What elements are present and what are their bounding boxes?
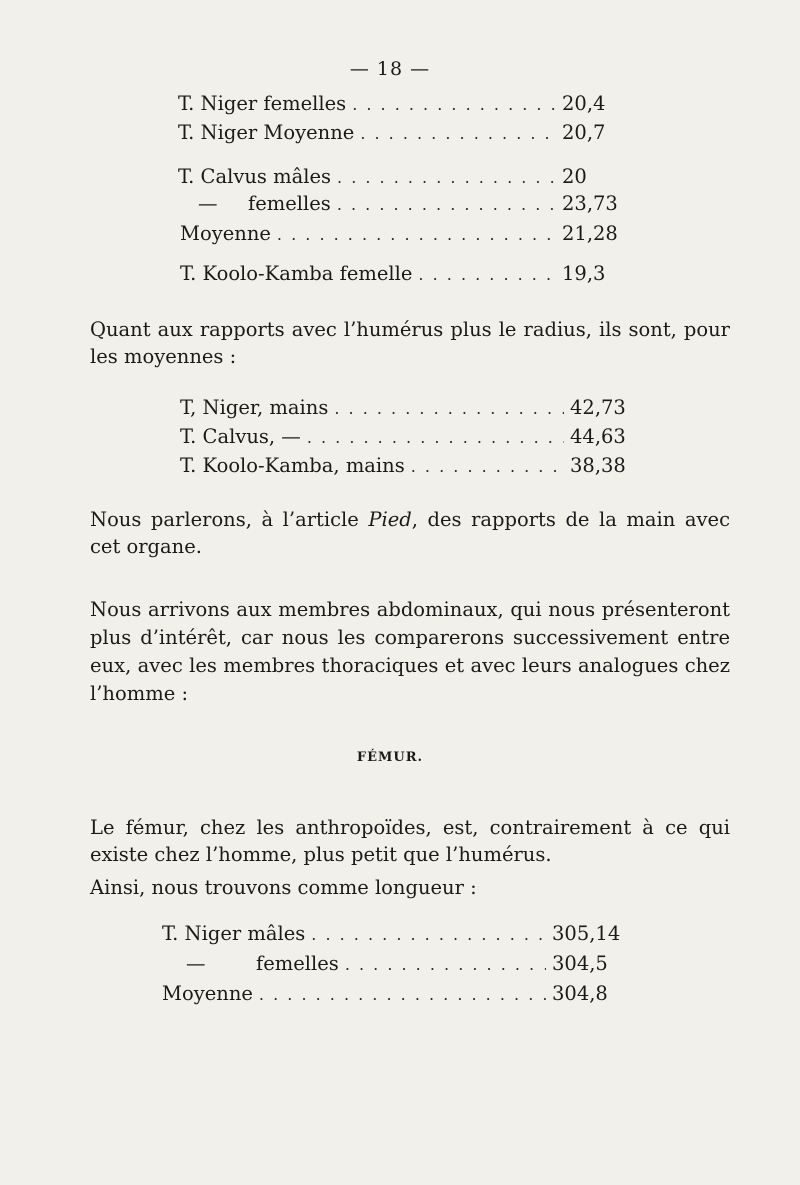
leader-dots (360, 122, 556, 146)
row-label: T. Calvus mâles (178, 165, 332, 188)
ditto-dash: — (186, 952, 206, 975)
row-label: Moyenne (162, 982, 253, 1005)
leader-dots (337, 166, 556, 190)
row-value: 305,14 (552, 922, 621, 945)
table-row (180, 262, 610, 287)
paragraph-text: Quant aux rapports avec l’humérus plus le radius, ils sont, pour les moyennes : (90, 318, 730, 368)
row-value: 20,7 (562, 121, 606, 144)
row-value: 38,38 (570, 454, 626, 477)
paragraph-text: Nous arrivons aux membres abdominaux, qui nous présenteront plus d’intérêt, car nous les comparerons successivement entre eux, avec les membres thoraciques et avec leurs analogues chez l’homme : (90, 598, 730, 705)
row-value: 44,63 (570, 425, 626, 448)
ditto-dash: — (198, 192, 218, 215)
table-row (180, 396, 626, 421)
paragraph (62, 874, 730, 901)
row-label: Moyenne (180, 222, 271, 245)
table-row (178, 121, 610, 146)
table-row (180, 454, 626, 479)
text-run: Nous parlerons, à l’article (90, 508, 369, 531)
row-label: T. Koolo-Kamba, mains (180, 454, 405, 477)
row-label: T. Koolo-Kamba femelle (180, 262, 413, 285)
leader-dots (334, 397, 564, 421)
row-value: 304,5 (552, 952, 608, 975)
table-row (162, 922, 621, 947)
row-value: 42,73 (570, 396, 626, 419)
row-label: T. Niger femelles (178, 92, 347, 115)
row-label: T, Niger, mains (180, 396, 329, 419)
row-label: T. Niger Moyenne (178, 121, 355, 144)
leader-dots (311, 923, 546, 947)
table-row (178, 165, 610, 190)
italic-term: Pied (368, 508, 412, 531)
table-row (198, 192, 618, 217)
row-label: femelles (256, 952, 339, 975)
leader-dots (259, 983, 546, 1007)
table-row (162, 982, 618, 1007)
table-row (180, 425, 626, 450)
row-value: 20,4 (562, 92, 606, 115)
text-run: , des rapports de la main avec cet organe. (90, 508, 730, 558)
table-row (180, 222, 618, 247)
leader-dots (307, 426, 564, 450)
paragraph (62, 596, 730, 708)
page-number: — 18 — (349, 58, 431, 80)
paragraph (62, 316, 730, 370)
paragraph (62, 506, 730, 560)
leader-dots (411, 455, 564, 479)
row-label: femelles (248, 192, 331, 215)
leader-dots (277, 223, 556, 247)
paragraph-text (62, 506, 730, 560)
table-row (186, 952, 618, 977)
leader-dots (345, 953, 546, 977)
row-label: T. Niger mâles (162, 922, 306, 945)
paragraph (62, 814, 730, 868)
row-value: 20 (562, 165, 587, 188)
paragraph-text: Ainsi, nous trouvons comme longueur : (90, 876, 477, 899)
table-row (178, 92, 610, 117)
paragraph-text: Le fémur, chez les anthropoïdes, est, contrairement à ce qui existe chez l’homme, plus petit que l’humérus. (90, 816, 730, 866)
row-value: 19,3 (562, 262, 606, 285)
section-heading: FÉMUR. (356, 750, 424, 765)
row-value: 304,8 (552, 982, 608, 1005)
leader-dots (337, 193, 556, 217)
row-label: T. Calvus, — (180, 425, 301, 448)
leader-dots (418, 263, 556, 287)
row-value: 23,73 (562, 192, 618, 215)
row-value: 21,28 (562, 222, 618, 245)
leader-dots (352, 93, 556, 117)
